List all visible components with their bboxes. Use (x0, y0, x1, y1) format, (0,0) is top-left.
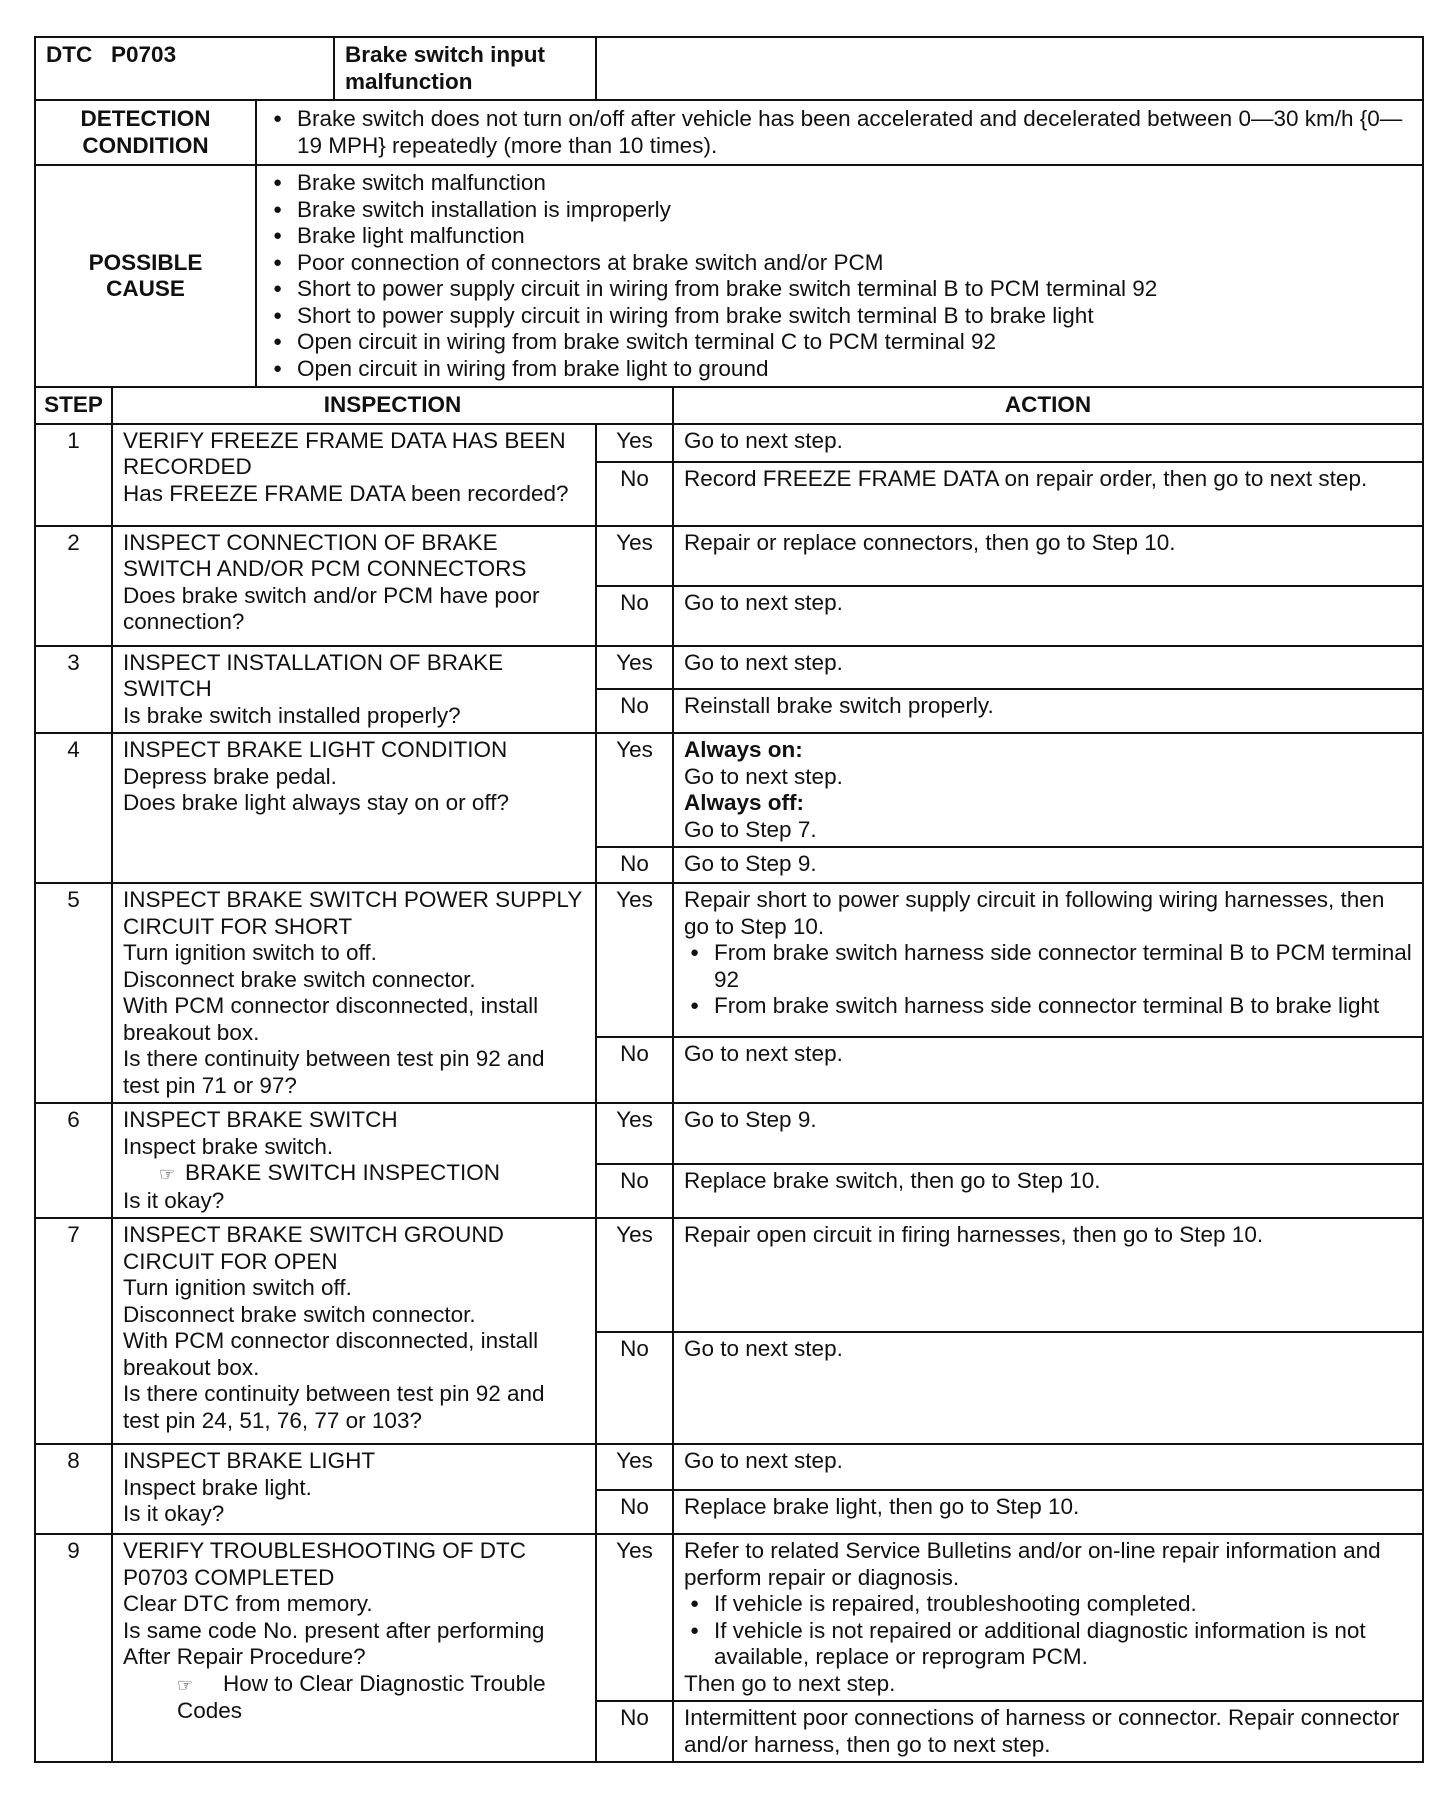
col-action: ACTION (673, 387, 1423, 424)
dtc-code-cell (36, 38, 334, 99)
yes-label: Yes (596, 733, 673, 847)
yes-action: Go to next step. (673, 424, 1423, 462)
no-label: No (596, 1164, 673, 1218)
step-number: 1 (35, 424, 112, 526)
no-action: Go to next step. (673, 1037, 1423, 1103)
yes-label: Yes (596, 1103, 673, 1164)
no-label: No (596, 586, 673, 646)
cause-item: ● Poor connection of connectors at brake switch and/or PCM (267, 250, 1412, 277)
yes-action: Repair open circuit in firing harnesses, then go to Step 10. (673, 1218, 1423, 1332)
step-number: 4 (35, 733, 112, 883)
cause-item: ● Short to power supply circuit in wiring from brake switch terminal B to brake light (267, 303, 1412, 330)
detection-text (256, 100, 1423, 165)
cause-item: ● Open circuit in wiring from brake light to ground (267, 356, 1412, 383)
possible-cause-row (35, 165, 1423, 387)
possible-cause-list (256, 165, 1423, 387)
yes-action: Repair short to power supply circuit in following wiring harnesses, then go to Step 10. ● From brake switch harness side connector terminal B to PCM terminal 92 ● From brake switch harness side connector terminal B to brake light (673, 883, 1423, 1037)
step-inspection: INSPECT BRAKE SWITCH Inspect brake switch. ☞ BRAKE SWITCH INSPECTION Is it okay? (112, 1103, 596, 1218)
step-number: 2 (35, 526, 112, 646)
no-action: Reinstall brake switch properly. (673, 689, 1423, 733)
hand-pointer-icon: ☞ (177, 1674, 194, 1695)
dtc-label: DTC (46, 42, 93, 67)
cause-item: ● Brake switch malfunction (267, 170, 1412, 197)
step-inspection: INSPECT BRAKE SWITCH GROUND CIRCUIT FOR OPEN Turn ignition switch off. Disconnect brake switch connector. With PCM connector disconnected, install breakout box. Is there continuity between test pin 92 and test pin 24, 51, 76, 77 or 103? (112, 1218, 596, 1444)
yes-action: Refer to related Service Bulletins and/or on-line repair information and perform repair or diagnosis. ● If vehicle is repaired, troubleshooting completed. ● If vehicle is not repaired or additional diagnostic information is not available, replace or reprogram PCM. Then go to next step. (673, 1534, 1423, 1701)
cause-item: ● Open circuit in wiring from brake switch terminal C to PCM terminal 92 (267, 329, 1412, 356)
step-row (35, 733, 1423, 847)
yes-label: Yes (596, 1534, 673, 1701)
no-label: No (596, 689, 673, 733)
manual-reference[interactable]: ☞ BRAKE SWITCH INSPECTION (123, 1160, 585, 1188)
step-row (35, 1103, 1423, 1164)
yes-action: Go to Step 9. (673, 1103, 1423, 1164)
no-label: No (596, 847, 673, 883)
no-label: No (596, 1332, 673, 1444)
yes-action: Go to next step. (673, 646, 1423, 690)
no-action: Replace brake light, then go to Step 10. (673, 1490, 1423, 1534)
no-label: No (596, 1701, 673, 1762)
yes-action: Always on: Go to next step. Always off: Go to Step 7. (673, 733, 1423, 847)
cause-item: ● Brake light malfunction (267, 223, 1412, 250)
step-inspection: VERIFY FREEZE FRAME DATA HAS BEEN RECORDED Has FREEZE FRAME DATA been recorded? (112, 424, 596, 526)
no-label: No (596, 1037, 673, 1103)
detection-label: DETECTION CONDITION (35, 100, 256, 165)
possible-cause-label: POSSIBLE CAUSE (35, 165, 256, 387)
step-row (35, 646, 1423, 690)
step-number: 7 (35, 1218, 112, 1444)
yes-label: Yes (596, 1218, 673, 1332)
yes-label: Yes (596, 424, 673, 462)
step-inspection: INSPECT BRAKE LIGHT Inspect brake light. Is it okay? (112, 1444, 596, 1534)
dtc-code: P0703 (111, 42, 177, 67)
detection-item: ● Brake switch does not turn on/off after vehicle has been accelerated and decelerated between 0—30 km/h {0—19 MPH} repeatedly (more than 10 times). (267, 106, 1412, 159)
manual-reference[interactable]: ☞ How to Clear Diagnostic Trouble Codes (177, 1670, 546, 1723)
yes-action: Repair or replace connectors, then go to Step 10. (673, 526, 1423, 586)
step-row (35, 1218, 1423, 1332)
col-step: STEP (35, 387, 112, 424)
detection-row (35, 100, 1423, 165)
no-action: Replace brake switch, then go to Step 10. (673, 1164, 1423, 1218)
dtc-table (34, 36, 1424, 1763)
no-action: Go to Step 9. (673, 847, 1423, 883)
step-row (35, 1444, 1423, 1490)
step-inspection: INSPECT BRAKE LIGHT CONDITION Depress brake pedal. Does brake light always stay on or off? (112, 733, 596, 883)
no-label: No (596, 1490, 673, 1534)
header-row (35, 37, 1423, 100)
no-action: Record FREEZE FRAME DATA on repair order, then go to next step. (673, 462, 1423, 526)
yes-action: Go to next step. (673, 1444, 1423, 1490)
step-inspection: INSPECT BRAKE SWITCH POWER SUPPLY CIRCUIT FOR SHORT Turn ignition switch to off. Disconnect brake switch connector. With PCM connector disconnected, install breakout box. Is there continuity between test pin 92 and test pin 71 or 97? (112, 883, 596, 1103)
column-header-row (35, 387, 1423, 424)
step-number: 9 (35, 1534, 112, 1762)
yes-label: Yes (596, 646, 673, 690)
step-inspection: INSPECT INSTALLATION OF BRAKE SWITCH Is brake switch installed properly? (112, 646, 596, 734)
cause-item: ● Brake switch installation is improperly (267, 197, 1412, 224)
step-row (35, 424, 1423, 462)
step-number: 5 (35, 883, 112, 1103)
step-number: 3 (35, 646, 112, 734)
no-action: Go to next step. (673, 1332, 1423, 1444)
yes-label: Yes (596, 526, 673, 586)
cause-item: ● Short to power supply circuit in wiring from brake switch terminal B to PCM terminal 92 (267, 276, 1412, 303)
no-label: No (596, 462, 673, 526)
col-inspection: INSPECTION (112, 387, 673, 424)
dtc-document (34, 36, 1422, 1763)
step-inspection: INSPECT CONNECTION OF BRAKE SWITCH AND/OR PCM CONNECTORS Does brake switch and/or PCM have poor connection? (112, 526, 596, 646)
step-inspection: VERIFY TROUBLESHOOTING OF DTC P0703 COMPLETED Clear DTC from memory. Is same code No. present after performing After Repair Procedure? ☞ How to Clear Diagnostic Trouble Codes (112, 1534, 596, 1762)
step-number: 8 (35, 1444, 112, 1534)
step-row (35, 883, 1423, 1037)
hand-pointer-icon: ☞ (159, 1164, 176, 1184)
yes-label: Yes (596, 883, 673, 1037)
dtc-title: Brake switch input malfunction (345, 42, 546, 94)
no-action: Go to next step. (673, 586, 1423, 646)
yes-label: Yes (596, 1444, 673, 1490)
step-number: 6 (35, 1103, 112, 1218)
no-action: Intermittent poor connections of harness or connector. Repair connector and/or harness, then go to next step. (673, 1701, 1423, 1762)
step-row (35, 526, 1423, 586)
step-row (35, 1534, 1423, 1701)
